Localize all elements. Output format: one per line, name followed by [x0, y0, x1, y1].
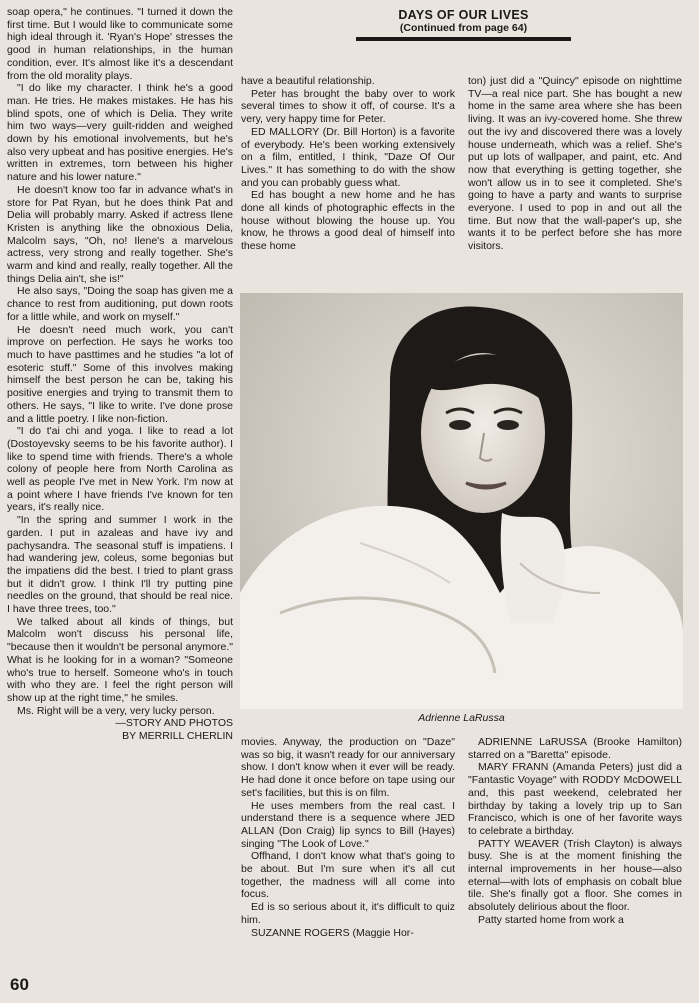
paragraph: He doesn't need much work, you can't improve on perfection. He says he works too much to have pasttimes and he studies "a lot of esoteric stuff." Some of this involves making himself the best person he can be, taking his positive energies and trying to transmit them to others. He says, "I like to write. I've done prose and a little poetry. I like non-fiction.	[7, 323, 233, 425]
column-5	[468, 736, 682, 927]
column-2	[241, 75, 455, 253]
paragraph: Peter has brought the baby over to work several times to show it off, of course. It's a very, very happy time for Peter.	[241, 87, 455, 126]
paragraph: He doesn't know too far in advance what's in store for Pat Ryan, but he does think Pat and Delia will probably marry. Asked if actress Ilene Kristen is anything like the obnoxious Delia, Malcolm says, "Oh, no! Ilene's a marvelous actress, very strong and really together. She's warm and kind and really, really together. All the things Delia ain't, she is!"	[7, 183, 233, 285]
portrait-illustration	[240, 293, 683, 709]
continuation-header	[356, 8, 571, 41]
column-3	[468, 75, 682, 253]
paragraph: MARY FRANN (Amanda Peters) just did a "Fantastic Voyage" with RODDY McDOWELL and, this past weekend, celebrated her birthday by taking a lovely trip up to San Francisco, which is one of her favorite ways to celebrate a birthday.	[468, 761, 682, 837]
byline	[7, 717, 233, 742]
paragraph: He uses members from the real cast. I understand there is a sequence where JED ALLAN (Don Craig) lip syncs to Bill (Hayes) singing "The Look of Love."	[241, 799, 455, 850]
section-title: DAYS OF OUR LIVES	[398, 8, 529, 22]
paragraph: Ed is so serious about it, it's difficult to quiz him.	[241, 901, 455, 926]
paragraph: "I do like my character. I think he's a good man. He tries. He makes mistakes. He has his blind spots, one of which is Delia. They write him two ways—very guilt-ridden and weighed down by his emotional involvements, but he's also very upbeat and has positive energies. He's written in extremes, torn between his higher nature and his lower nature."	[7, 82, 233, 184]
continued-from-note: (Continued from page 64)	[399, 22, 528, 34]
paragraph: ADRIENNE LaRUSSA (Brooke Hamilton) starred on a "Baretta" episode.	[468, 736, 682, 761]
column-4	[241, 736, 455, 939]
paragraph: ton) just did a "Quincy" episode on nighttime TV—a real nice part. She has bought a new home in the same area where she has been living. It was an ivy-covered home. She threw out the ivy and discovered there was a lovely house underneath, which was a relief. She's put up lots of wallpaper, and paint, etc. And now that everything is getting together, she won't allow us in to see it completed. She's going to have a party and wants to surprise everyone. I used to pop in and out all the time. But now that the wall-paper's up, she wants it to be perfect before she has more visitors.	[468, 75, 682, 253]
paragraph: Patty started home from work a	[478, 913, 624, 926]
photo-caption: Adrienne LaRussa	[418, 712, 505, 724]
paragraph: soap opera," he continues. "I turned it down the first time. But I would like to communicate some high ideal through it. 'Ryan's Hope' stresses the good in human relationships, in the human condition, ever. It's almost like it's a descendant from the old morality plays.	[7, 6, 233, 82]
paragraph: "I do t'ai chi and yoga. I like to read a lot (Dostoyevsky seems to be his favorite author). I like to spend time with friends. There's a whole colony of people here from North Carolina as well as people I've met in New York. I'm now at a point where I have friends I've known for ten years, it's really nice.	[7, 425, 233, 514]
portrait-photo	[240, 293, 683, 709]
paragraph: movies. Anyway, the production on "Daze" was so big, it wasn't ready for our anniversary show. I don't know when it ever will be ready. He had done it once before on tape using our set's facilities, but this is on film.	[241, 736, 455, 799]
column-1	[7, 6, 233, 743]
paragraph: PATTY WEAVER (Trish Clayton) is always busy. She is at the moment finishing the internal improvements in her house—also eternal—with lots of emphasis on cobalt blue tile. She's finally got a floor. She comes in absolutely delirious about the floor.	[468, 837, 682, 914]
paragraph: have a beautiful relationship.	[241, 75, 375, 87]
paragraph: Ed has bought a new home and he has done all kinds of photographic effects in the house without blowing the house up. You know, he throws a good deal of himself into these home	[241, 189, 455, 253]
byline-line: —STORY AND PHOTOS	[115, 717, 233, 730]
page-number: 60	[10, 975, 29, 994]
paragraph: Offhand, I don't know what that's going to be about. But I'm sure when it's all cut together, the madness will all come into focus.	[241, 850, 455, 901]
paragraph: He also says, "Doing the soap has given me a chance to rest from auditioning, put down roots for a little while, and work on myself."	[7, 285, 233, 323]
paragraph: Ms. Right will be a very, very lucky person.	[17, 704, 215, 717]
byline-line: BY MERRILL CHERLIN	[122, 730, 233, 743]
paragraph: "In the spring and summer I work in the garden. I put in azaleas and have ivy and pachysandra. The seasonal stuff is impatiens. I had wandering jew, coleus, some begonias but the impatiens did the best. I tried to plant grass but it didn't grow. I think I'll try putting pine needles on the ground, that should be real nice. I have three trees, too."	[7, 514, 233, 616]
paragraph: SUZANNE ROGERS (Maggie Hor-	[251, 926, 414, 939]
header-rule	[356, 37, 571, 41]
paragraph: We talked about all kinds of things, but Malcolm won't discuss his personal life, "because then it wouldn't be personal anymore." What is he looking for in a woman? "Someone who's true to herself. Someone who's in touch with who they are. I feel the right person will show up at the right time," he smiles.	[7, 615, 233, 704]
paragraph: ED MALLORY (Dr. Bill Horton) is a favorite of everybody. He's been working extensively on a film, entitled, I think, "Daze Of Our Lives." It has something to do with the show and you can probably guess what.	[241, 125, 455, 189]
